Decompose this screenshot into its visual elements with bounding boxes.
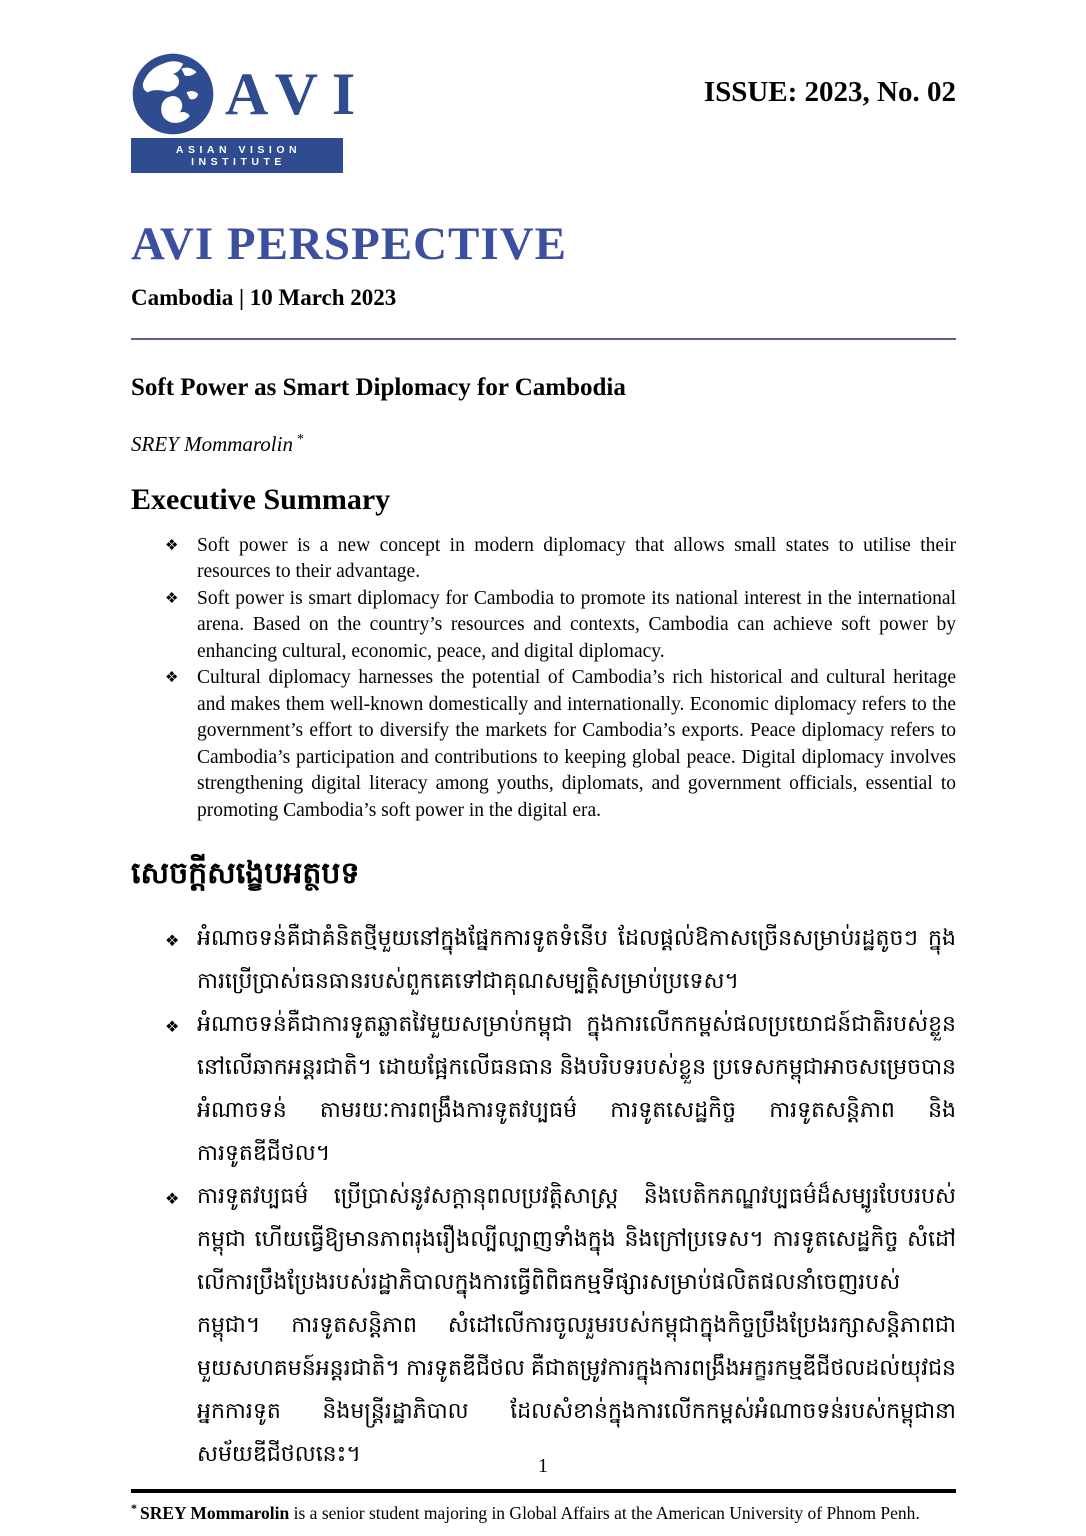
summary-list-en bbox=[131, 533, 956, 825]
logo-acronym: AVI bbox=[225, 61, 370, 127]
list-item bbox=[131, 1174, 956, 1475]
summary-heading-km: សេចក្ដីសង្ខេបអត្ថបទ bbox=[131, 857, 360, 891]
author-footnote-mark: * bbox=[296, 431, 304, 447]
footnote-author: SREY Mommarolin bbox=[140, 1503, 290, 1524]
footnote-mark: * bbox=[131, 1501, 137, 1516]
page-header bbox=[131, 52, 956, 173]
list-item bbox=[131, 533, 956, 586]
globe-icon bbox=[131, 52, 215, 136]
diamond-bullet-icon: ❖ bbox=[165, 590, 179, 607]
diamond-bullet-icon: ❖ bbox=[165, 1019, 180, 1037]
bullet-text-khmer: អំណាចទន់គឺជាគំនិតថ្មីមួយនៅក្នុងផ្នែកការទូតទំនើប ដែលផ្ដល់ឱកាសច្រើនសម្រាប់រដ្ឋតូចៗ ក្នុងការប្រើប្រាស់ធនធានរបស់ពួកគេទៅជាគុណសម្បត្តិសម្រាប់ប្រទេស។ bbox=[197, 925, 956, 994]
bullet-text-khmer: អំណាចទន់គឺជាការទូតឆ្លាតវៃមួយសម្រាប់កម្ពុជា ក្នុងការលើកកម្ពស់ផលប្រយោជន៍ជាតិរបស់ខ្លួននៅលើឆាកអន្តរជាតិ។ ដោយផ្អែកលើធនធាន និងបរិបទរបស់ខ្លួន ប្រទេសកម្ពុជាអាចសម្រេចបានអំណាចទន់ តាមរយៈការពង្រឹងការទូតវប្បធម៌ ការទូតសេដ្ឋកិច្ច ការទូតសន្តិភាព និងការទូតឌីជីថល។ bbox=[197, 1011, 956, 1166]
footnote-divider bbox=[131, 1489, 956, 1493]
diamond-bullet-icon: ❖ bbox=[165, 537, 179, 554]
bullet-text: Soft power is smart diplomacy for Cambodia to promote its national interest in the international arena. Based on the country’s resources and contexts, Cambodia can achieve soft power by enhancing cultural, economic, peace, and digital diplomacy. bbox=[197, 587, 956, 662]
bullet-text-khmer: ការទូតវប្បធម៌ ប្រើប្រាស់នូវសក្ដានុពលប្រវត្តិសាស្ត្រ និងបេតិកភណ្ឌវប្បធម៌ដ៏សម្បូរបែបរបស់កម្ពុជា ហើយធ្វើឱ្យមានភាពរុងរឿងល្បីល្បាញទាំងក្នុង និងក្រៅប្រទេស។ ការទូតសេដ្ឋកិច្ច សំដៅលើការប្រឹងប្រែងរបស់រដ្ឋាភិបាលក្នុងការធ្វើពិពិធកម្មទីផ្សារសម្រាប់ផលិតផលនាំចេញរបស់កម្ពុជា។ ការទូតសន្តិភាព សំដៅលើការចូលរួមរបស់កម្ពុជាក្នុងកិច្ចប្រឹងប្រែងរក្សាសន្តិភាពជាមួយសហគមន៍អន្តរជាតិ។ ការទូតឌីជីថល គឺជាតម្រូវការក្នុងការពង្រឹងអក្ខរកម្មឌីជីថលដល់យុវជន អ្នកការទូត និងមន្ត្រីរដ្ឋាភិបាល ដែលសំខាន់ក្នុងការលើកកម្ពស់អំណាចទន់របស់កម្ពុជានាសម័យឌីជីថលនេះ។ bbox=[197, 1183, 956, 1467]
publication-title: AVI PERSPECTIVE bbox=[131, 218, 567, 270]
list-item bbox=[131, 1002, 956, 1174]
avi-logo bbox=[131, 52, 370, 173]
summary-heading-en: Executive Summary bbox=[131, 482, 391, 516]
page-number: 1 bbox=[538, 1455, 548, 1477]
dateline: Cambodia | 10 March 2023 bbox=[131, 284, 397, 310]
issue-label: ISSUE: 2023, No. 02 bbox=[703, 76, 956, 108]
diamond-bullet-icon: ❖ bbox=[165, 1191, 180, 1209]
diamond-bullet-icon: ❖ bbox=[165, 670, 179, 687]
bullet-text: Cultural diplomacy harnesses the potential of Cambodia’s rich historical and cultural heritage and makes them well-known domestically and internationally. Economic diplomacy refers to the government’s effort to diversify the markets for Cambodia’s exports. Peace diplomacy refers to Cambodia’s participation and contributions to keeping global peace. Digital diplomacy involves strengthening digital literacy among youths, diplomats, and government officials, essential to promoting Cambodia’s soft power in the digital era. bbox=[197, 667, 956, 821]
list-item bbox=[131, 665, 956, 824]
diamond-bullet-icon: ❖ bbox=[165, 933, 180, 951]
logo-banner: ASIAN VISION INSTITUTE bbox=[131, 138, 343, 173]
avi-logo-top bbox=[131, 52, 370, 136]
list-item bbox=[131, 916, 956, 1002]
list-item bbox=[131, 586, 956, 666]
header-divider bbox=[131, 338, 956, 340]
footnote-text: is a senior student majoring in Global Affairs at the American University of Phnom Penh. bbox=[289, 1503, 920, 1524]
author-name: SREY Mommarolin bbox=[131, 431, 293, 456]
footnote bbox=[131, 1501, 956, 1524]
bullet-text: Soft power is a new concept in modern diplomacy that allows small states to utilise their resources to their advantage. bbox=[197, 534, 956, 583]
article-title: Soft Power as Smart Diplomacy for Cambodia bbox=[131, 373, 626, 401]
author-line bbox=[131, 432, 956, 457]
summary-list-km bbox=[131, 916, 956, 1475]
